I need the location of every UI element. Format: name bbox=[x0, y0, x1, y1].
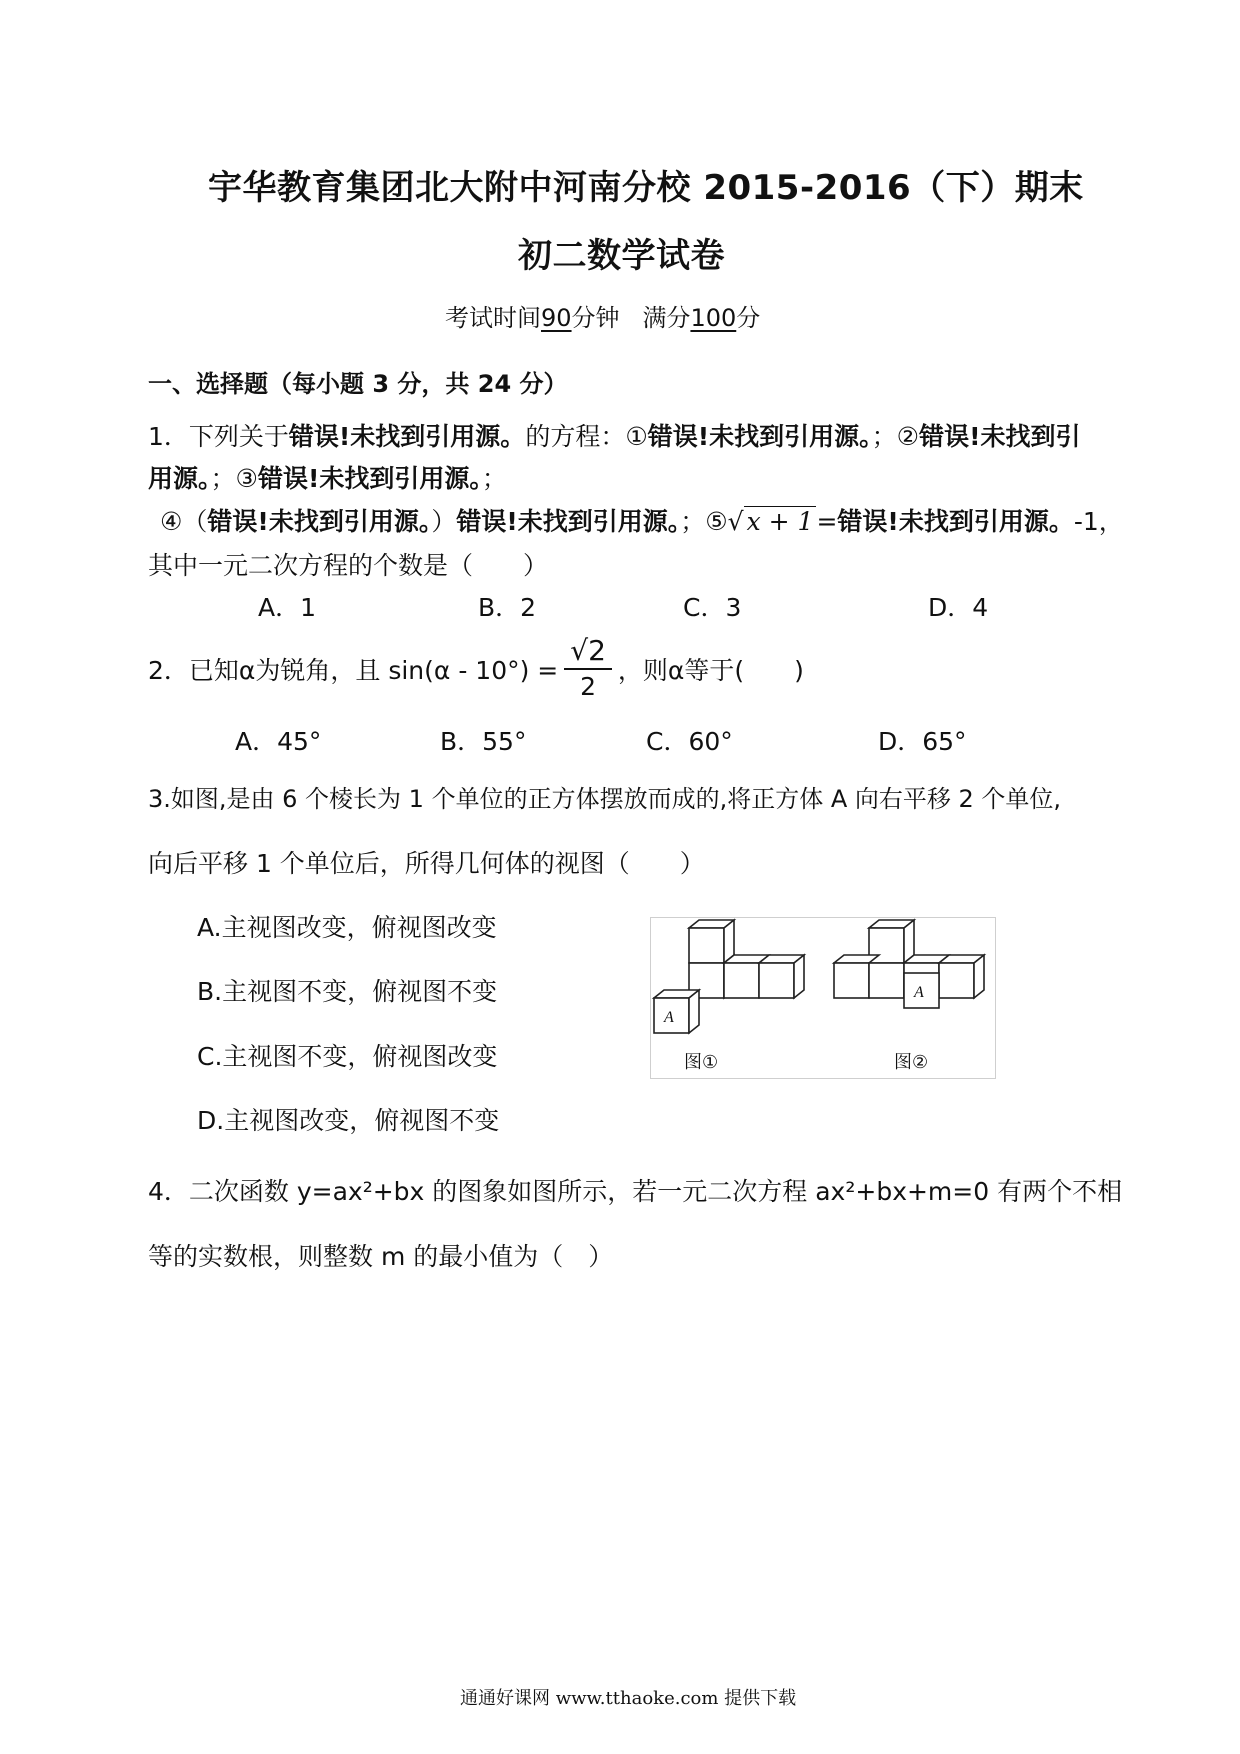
q1-text: ④（ bbox=[160, 507, 208, 536]
q1-text: 1．下列关于 bbox=[148, 422, 289, 451]
error-ref: 错误!未找到引用源。 bbox=[647, 422, 872, 451]
section-heading: 一、选择题（每小题 3 分，共 24 分） bbox=[148, 370, 568, 398]
q1-option-b: B．2 bbox=[478, 593, 537, 622]
q3-option-c: C.主视图不变，俯视图改变 bbox=[197, 1042, 498, 1071]
q2-stem bbox=[148, 634, 804, 704]
exam-time-prefix: 考试时间 bbox=[445, 304, 541, 332]
error-ref: 错误!未找到引用源。 bbox=[207, 507, 432, 536]
q4-stem-line2: 等的实数根，则整数 m 的最小值为（ ） bbox=[148, 1242, 614, 1271]
cube-label-a-fig2: A bbox=[914, 984, 924, 1001]
q2-option-a: A．45° bbox=[235, 727, 322, 756]
q2-text: ，则α等于( ) bbox=[617, 656, 804, 685]
sqrt-argument: x + 1 bbox=[744, 506, 817, 536]
q3-figure bbox=[650, 917, 996, 1079]
fraction-denominator: 2 bbox=[580, 672, 597, 701]
q2-option-d: D．65° bbox=[878, 727, 967, 756]
error-ref: 错误!未找到引用源。 bbox=[288, 422, 526, 451]
q2-text: 2．已知α为锐角，且 sin(α - 10°) = bbox=[148, 656, 559, 685]
q1-text: ；③ bbox=[210, 464, 258, 493]
q3-option-b: B.主视图不变，俯视图不变 bbox=[197, 977, 498, 1006]
full-score-prefix: 满分 bbox=[642, 304, 691, 332]
q1-stem-end: 其中一元二次方程的个数是（ ） bbox=[148, 551, 549, 580]
q3-option-a: A.主视图改变，俯视图改变 bbox=[197, 913, 497, 942]
error-ref: 错误!未找到引 bbox=[919, 422, 1081, 451]
full-score-value: 100 bbox=[690, 304, 737, 332]
error-ref: 错误!未找到引用源。 bbox=[837, 507, 1074, 536]
error-ref: 错误!未找到引用源。 bbox=[257, 464, 482, 493]
q1-text: ；⑤ bbox=[680, 507, 728, 536]
q2-option-c: C．60° bbox=[646, 727, 733, 756]
q3-option-d: D.主视图改变，俯视图不变 bbox=[197, 1106, 500, 1135]
sqrt-symbol: √ bbox=[727, 507, 744, 536]
q1-text: -1， bbox=[1073, 507, 1124, 536]
q1-text: ） bbox=[431, 507, 457, 536]
q1-text: ； bbox=[481, 464, 507, 493]
exam-title-line1: 宇华教育集团北大附中河南分校 2015-2016（下）期末 bbox=[208, 168, 1084, 208]
fraction-numerator: √2 bbox=[564, 634, 612, 670]
q1-line1 bbox=[148, 417, 1080, 453]
exam-title-line2: 初二数学试卷 bbox=[518, 236, 725, 276]
error-ref: 错误!未找到引用源。 bbox=[456, 507, 681, 536]
q1-line2 bbox=[148, 459, 507, 495]
q2-option-b: B．55° bbox=[440, 727, 527, 756]
footer-source: 通通好课网 www.tthaoke.com 提供下载 bbox=[460, 1688, 797, 1709]
fraction bbox=[564, 634, 612, 704]
exam-time-suffix: 分钟 bbox=[571, 304, 620, 332]
full-score-suffix: 分 bbox=[736, 304, 761, 332]
q1-text: 的方程：① bbox=[525, 422, 648, 451]
q1-text: = bbox=[816, 507, 838, 536]
q1-option-d: D．4 bbox=[928, 593, 989, 622]
exam-info bbox=[445, 298, 760, 333]
figure-label-2: 图② bbox=[894, 1052, 929, 1073]
q1-option-c: C．3 bbox=[683, 593, 742, 622]
q3-stem-line2: 向后平移 1 个单位后，所得几何体的视图（ ） bbox=[148, 849, 705, 878]
q4-stem-line1: 4．二次函数 y=ax²+bx 的图象如图所示，若一元二次方程 ax²+bx+m=0 有两个不相 bbox=[148, 1177, 1123, 1206]
cube-label-a-fig1: A bbox=[664, 1009, 674, 1026]
cube-drawings bbox=[651, 918, 995, 1078]
q3-stem-line1: 3.如图,是由 6 个棱长为 1 个单位的正方体摆放而成的,将正方体 A 向右平移 2 个单位, bbox=[148, 785, 1062, 813]
figure-label-1: 图① bbox=[684, 1052, 719, 1073]
error-ref: 用源。 bbox=[148, 464, 211, 493]
q1-option-a: A．1 bbox=[258, 593, 317, 622]
exam-time-value: 90 bbox=[541, 304, 572, 332]
q1-text: ；② bbox=[871, 422, 920, 451]
q1-line3 bbox=[160, 502, 1124, 538]
